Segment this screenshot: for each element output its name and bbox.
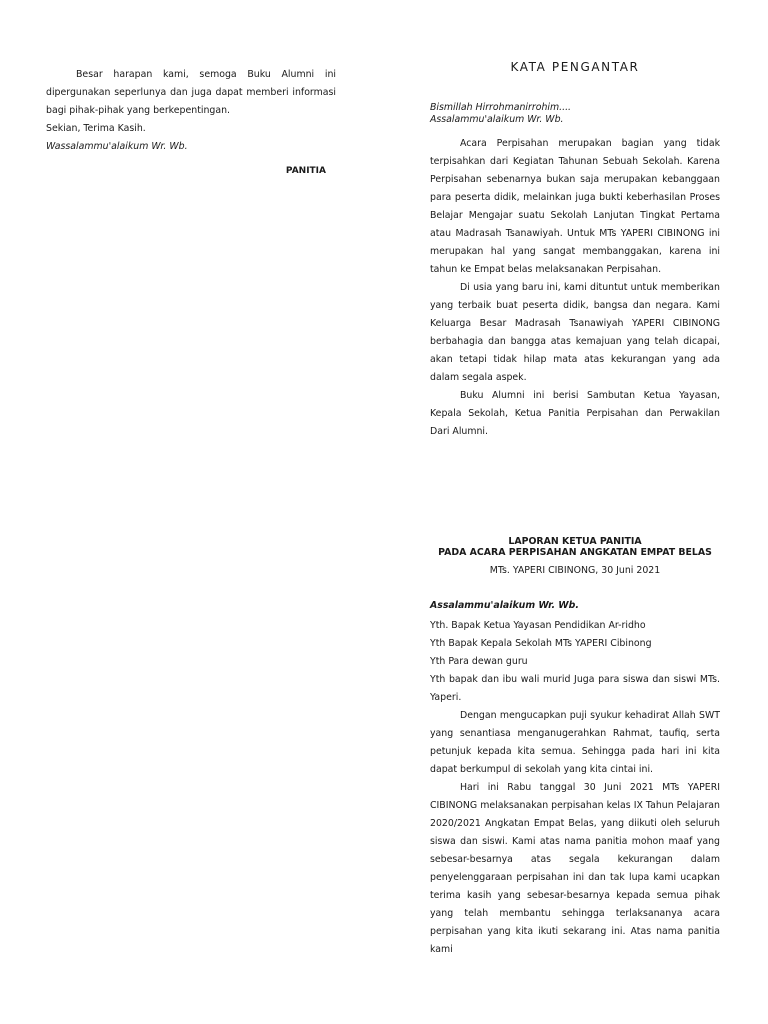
laporan-subtitle: MTs. YAPERI CIBINONG, 30 Juni 2021 [489,565,661,576]
laporan-heading [430,536,720,558]
addressee-line: Yth Bapak Kepala Sekolah MTs YAPERI Cibinong [430,638,652,649]
addressee-line: Yth bapak dan ibu wali murid Juga para siswa dan siswi MTs. Yaperi. [430,674,720,703]
kata-pengantar-body [430,135,720,441]
addressee-line: Yth. Bapak Ketua Yayasan Pendidikan Ar-ridho [430,620,646,631]
laporan-paragraph-1: Dengan mengucapkan puji syukur kehadirat Allah SWT yang senantiasa menganugerahkan Rahmat, taufiq, serta petunjuk kepada kita semua. Sehingga pada hari ini kita dapat berkumpul di sekolah yang kita cintai ini. [430,710,720,775]
kp-paragraph-3: Buku Alumni ini berisi Sambutan Ketua Yayasan, Kepala Sekolah, Ketua Panitia Perpisahan dan Perwakilan Dari Alumni. [430,390,720,437]
laporan-body [430,597,720,959]
laporan-paragraph-2: Hari ini Rabu tanggal 30 Juni 2021 MTs YAPERI CIBINONG melaksanakan perpisahan kelas IX Tahun Pelajaran 2020/2021 Angkatan Empat Belas, yang diikuti oleh seluruh siswa dan siswi. Kami atas nama panitia mohon maaf yang sebesar-besarnya atas segala kekurangan dalam penyelenggaraan perpisahan ini dan tak lupa kami ucapkan terima kasih yang sebesar-besarnya kepada semua pihak yang telah membantu sehingga terlaksananya acara perpisahan yang kita ikuti sekarang ini. Atas nama panitia kami [430,782,720,955]
thanks-line: Sekian, Terima Kasih. [46,123,146,134]
closing-paragraph: Besar harapan kami, semoga Buku Alumni ini dipergunakan seperlunya dan juga dapat memberi informasi bagi pihak-pihak yang berkepentingan. [46,69,336,116]
laporan-title-2: PADA ACARA PERPISAHAN ANGKATAN EMPAT BELAS [438,547,712,558]
left-page [46,66,336,180]
bismillah-line: Bismillah Hirrohmanirrohim.... [430,102,572,113]
closing-salam: Wassalammu'alaikum Wr. Wb. [46,141,188,152]
kp-paragraph-2: Di usia yang baru ini, kami dituntut untuk memberikan yang terbaik buat peserta didik, bangsa dan negara. Kami Keluarga Besar Madrasah Tsanawiyah YAPERI CIBINONG berbahagia dan bangga atas kemajuan yang telah dicapai, akan tetapi tidak hilap mata atas kekurangan yang ada dalam segala aspek. [430,282,720,383]
laporan-title-1: LAPORAN KETUA PANITIA [508,536,642,547]
signature-panitia: PANITIA [285,166,326,176]
kata-pengantar-greeting [430,102,720,126]
salam-line: Assalammu'alaikum Wr. Wb. [430,114,564,125]
kp-paragraph-1: Acara Perpisahan merupakan bagian yang tidak terpisahkan dari Kegiatan Tahunan Sebuah Sekolah. Karena Perpisahan sebenarnya bukan saja merupakan kebanggaan para peserta didik, melainkan juga bukti keberhasilan Proses Belajar Mengajar suatu Sekolah Lanjutan Tingkat Pertama atau Madrasah Tsanawiyah. Untuk MTs YAPERI CIBINONG ini merupakan hal yang sangat membanggakan, karena ini tahun ke Empat belas melaksanakan Perpisahan. [430,138,720,275]
kata-pengantar-title: KATA PENGANTAR [510,60,640,74]
addressee-line: Yth Para dewan guru [430,656,528,667]
laporan-greeting: Assalammu'alaikum Wr. Wb. [430,600,579,611]
